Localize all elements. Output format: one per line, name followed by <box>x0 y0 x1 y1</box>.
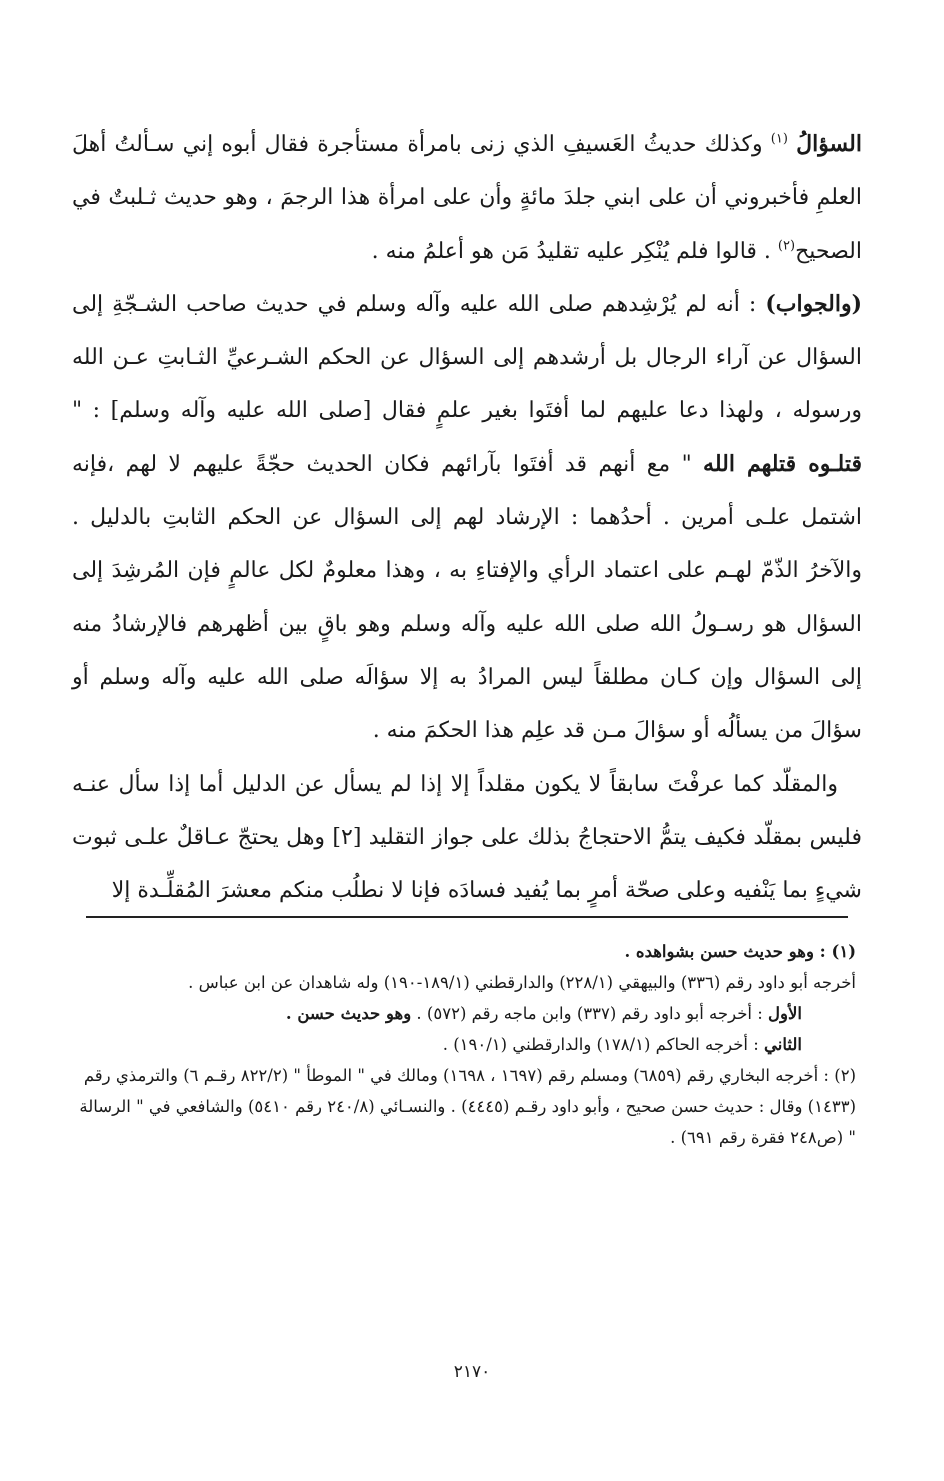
paragraph-answer <box>72 278 862 758</box>
paragraph-question-tail: . قالوا فلم يُنْكِر عليه تقليدُ مَن هو أعلمُ منه . <box>371 238 778 264</box>
paragraph-muqallid-text: والمقلّد كما عرفْتَ سابقاً لا يكون مقلداً إلا إذا لم يسأل عن الدليل أما إذا سأل عنـه فليس بمقلّد فكيف يتمُّ الاحتجاجُ بذلك على جواز التقليد [٢] وهل يحتجّ عـاقلٌ علـى ثبوت شيءٍ بما يَنْفيه وعلى صحّة أمرٍ بما يُفيد فسادَه فإنا لا نطلُب منكم معشرَ المُقلِّـدة إلا <box>72 771 862 904</box>
question-label: السؤالُ <box>796 131 862 157</box>
footnote-1-second <box>72 1029 856 1060</box>
footnote-1-first <box>72 998 856 1029</box>
footnote-divider <box>86 916 848 918</box>
hadith-quote: قتلـوه قتلهم الله <box>703 450 862 477</box>
footnote-1-first-text: : أخرجه أبو داود رقم (٣٣٧) وابن ماجه رقم (٥٧٢) . <box>411 1004 769 1023</box>
footnote-1-heading: (١) : وهو حديث حسن بشواهده . <box>624 942 856 961</box>
paragraph-answer-text-2: " مع أنهم قد أفتَوا بآرائهم فكان الحديث حجّةً عليهم لا لهم ،فإنه اشتمل علـى أمرين . أحدُهما : الإرشاد لهم إلى السؤال عن الحكم الثابتِ بالدليل . والآخرُ الذّمّ لهـم على اعتماد الرأي والإفتاءِ به ، وهذا معلومٌ لكل عالمٍ فإن المُرشِدَ إلى السؤال هو رسـولُ الله صلى الله عليه وآله وسلم وهو باقٍ بين أظهرهم فالإرشادُ منه إلى السؤال وإن كـان مطلقاً ليس المرادُ به إلا سؤالَه صلى الله عليه وآله وسلم أو سؤالَ من يسألُه أو سؤالَ مـن قد علِم هذا الحكمَ منه . <box>72 451 862 744</box>
footnote-ref-2: (٢) <box>777 238 796 254</box>
main-text-block <box>72 118 862 917</box>
answer-label: (والجواب) <box>765 290 862 317</box>
footnote-1-first-grade: وهو حديث حسن . <box>285 1004 412 1023</box>
footnote-ref-1: (١) <box>770 131 788 147</box>
page-number: ٢١٧٠ <box>453 1362 491 1382</box>
footnote-1-first-label: الأول <box>768 1004 802 1023</box>
footnote-1-second-label: الثاني <box>764 1035 802 1054</box>
footnote-1-second-text: : أخرجه الحاكم (١٧٨/١) والدارقطني (١٩٠/١) . <box>442 1035 765 1054</box>
paragraph-question <box>72 118 862 278</box>
body-text <box>72 118 862 917</box>
footnotes <box>72 936 856 1153</box>
footnote-1-line: أخرجه أبو داود رقم (٣٣٦) والبيهقي (٢٢٨/١) والدارقطني (١٨٩/١-١٩٠) وله شاهدان عن ابن عباس . <box>188 973 856 992</box>
paragraph-answer-text-1: : أنه لم يُرْشِدهم صلى الله عليه وآله وسلم في حديث صاحب الشـجّةِ إلى السؤال عن آراء الرجال بل أرشدهم إلى السؤال عن الحكم الشـرعيِّ الثـابتِ عـن الله ورسوله ، ولهذا دعا عليهم لما أفتَوا بغير علمٍ فقال [صلى الله عليه وآله وسلم] : " <box>72 291 862 424</box>
footnote-2: (٢) : أخرجه البخاري رقم (٦٨٥٩) ومسلم رقم (١٦٩٧ ، ١٦٩٨) ومالك في " الموطأ " (٨٢٢/٢ رقـم ٦) والترمذي رقم (١٤٣٣) وقال : حديث حسن صحيح ، وأبو داود رقـم (٤٤٤٥) . والنسـائي (٢٤٠/٨ رقم ٥٤١٠) والشافعي في " الرسالة " (ص٢٤٨ فقرة رقم ٦٩١) . <box>79 1066 856 1147</box>
paragraph-question-text: وكذلك حديثُ العَسيفِ الذي زنى بامرأة مستأجرة فقال أبوه إني سـألتُ أهلَ العلمِ فأخبروني أن على ابني جلدَ مائةٍ وأن على امرأة هذا الرجمَ ، وهو حديث ثـلبتٌ في الصحيح <box>72 132 862 264</box>
paragraph-muqallid <box>72 758 862 918</box>
